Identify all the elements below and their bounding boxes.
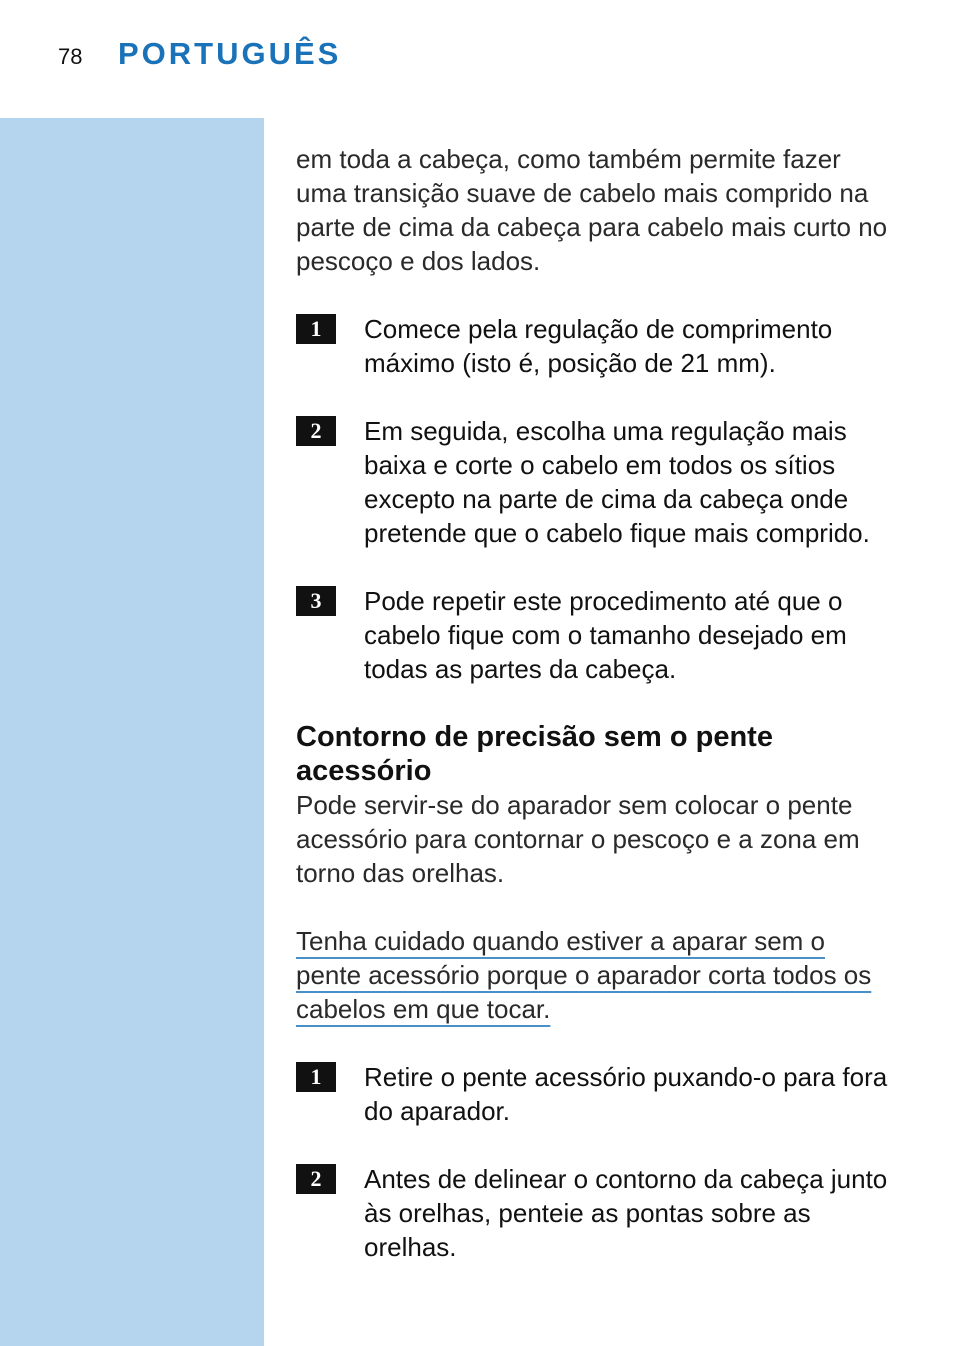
main-content — [296, 142, 896, 1298]
step-text: Antes de delinear o contorno da cabeça junto às orelhas, penteie as pontas sobre as orelhas. — [364, 1164, 888, 1262]
step-item — [296, 1162, 896, 1264]
step-item — [296, 414, 896, 550]
step-item — [296, 312, 896, 380]
section-body: Pode servir-se do aparador sem colocar o pente acessório para contornar o pescoço e a zona em torno das orelhas. — [296, 790, 860, 888]
step-item — [296, 1060, 896, 1128]
side-band — [0, 118, 264, 1346]
step-text: Comece pela regulação de comprimento máximo (isto é, posição de 21 mm). — [364, 314, 833, 378]
step-text: Em seguida, escolha uma regulação mais baixa e corte o cabelo em todos os sítios excepto na parte de cima da cabeça onde pretende que o cabelo fique mais comprido. — [364, 416, 870, 548]
language-heading: PORTUGUÊS — [118, 36, 342, 71]
step-number-badge: 2 — [296, 1164, 336, 1194]
section-title: Contorno de precisão sem o pente acessório — [296, 721, 773, 787]
step-text: Retire o pente acessório puxando-o para fora do aparador. — [364, 1062, 888, 1126]
step-text: Pode repetir este procedimento até que o cabelo fique com o tamanho desejado em todas as partes da cabeça. — [364, 586, 847, 684]
step-number-badge: 1 — [296, 1062, 336, 1092]
step-number-badge: 3 — [296, 586, 336, 616]
warning-text: Tenha cuidado quando estiver a aparar sem o pente acessório porque o aparador corta todos os cabelos em que tocar. — [296, 926, 872, 1024]
intro-paragraph: em toda a cabeça, como também permite fazer uma transição suave de cabelo mais comprido na parte de cima da cabeça para cabelo mais curto no pescoço e dos lados. — [296, 144, 888, 276]
step-number-badge: 1 — [296, 314, 336, 344]
page-number: 78 — [58, 44, 83, 69]
step-item — [296, 584, 896, 686]
step-number-badge: 2 — [296, 416, 336, 446]
warning-note — [296, 924, 896, 1026]
